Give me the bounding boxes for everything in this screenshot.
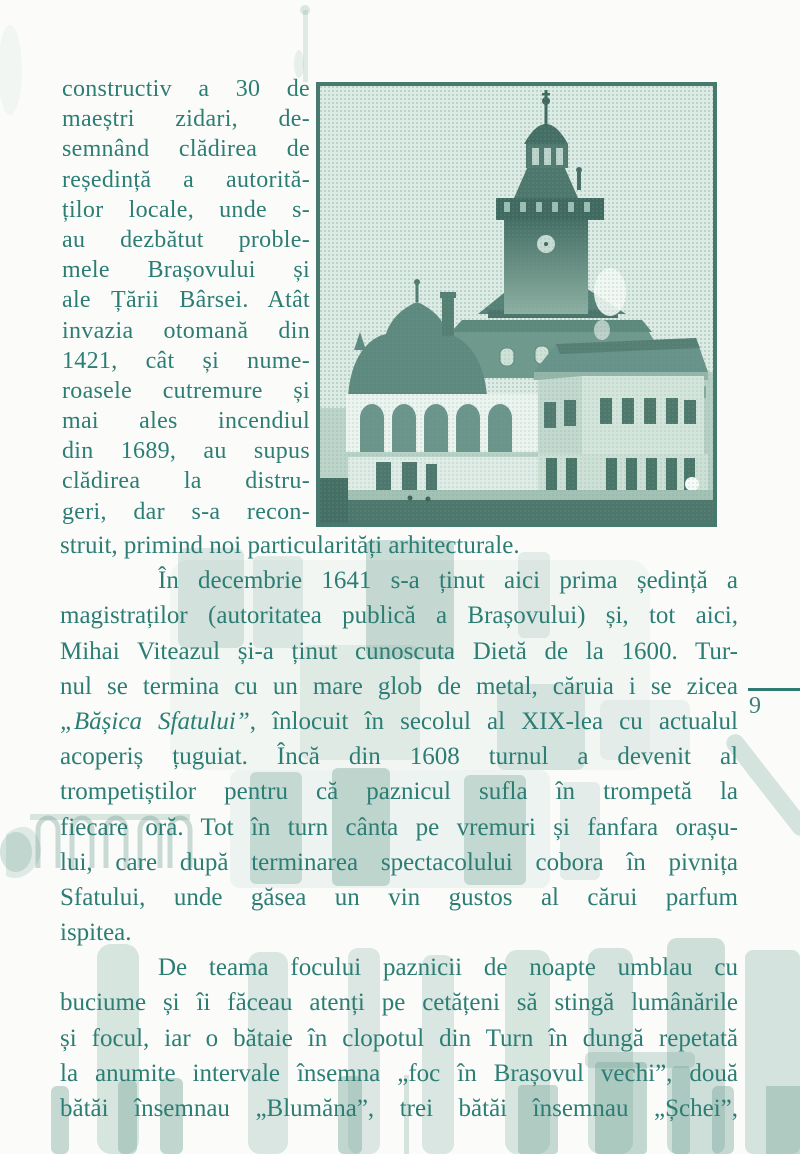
left-text-column <box>62 74 310 527</box>
body-line: la anumite intervale însemna „foc în Brașovul vechi”, două <box>60 1059 738 1087</box>
body-line: acoperiș țuguiat. Încă din 1608 turnul a devenit al <box>60 743 738 771</box>
italic-quote: „Bășica Sfatului” <box>60 707 250 735</box>
column-line: din 1689, au supus <box>62 438 310 465</box>
body-line: magistraților (autoritatea publică a Brașovului) și, tot aici, <box>60 602 738 630</box>
body-text <box>60 528 738 1126</box>
council-house-photo-image <box>320 86 713 523</box>
column-line: maeștri zidari, de- <box>62 106 310 133</box>
body-line: struit, primind noi particularități arhitecturale. <box>60 532 520 559</box>
column-line: mele Brașovului și <box>62 257 310 284</box>
column-line: 1421, cât și nume- <box>62 347 310 374</box>
body-line: lui, care după terminarea spectacolului cobora în pivnița <box>60 848 738 876</box>
column-line: mai ales incendiul <box>62 408 310 435</box>
body-line-rest: , înlocuit în secolul al XIX-lea cu actualul <box>249 707 738 735</box>
page-number: 9 <box>749 693 761 719</box>
body-line: fiecare oră. Tot în turn cânta pe vremuri și fanfara orașu- <box>60 813 738 841</box>
column-line: reședință a autorită- <box>62 166 310 193</box>
column-line: roasele cutremure și <box>62 377 310 404</box>
body-line: și focul, iar o bătaie în clopotul din Turn în dungă repetată <box>60 1024 738 1052</box>
column-line: au dezbătut proble- <box>62 226 310 253</box>
body-line: De teama focului paznicii de noapte umblau cu <box>158 954 738 982</box>
column-line: clădirea la distru- <box>62 468 310 495</box>
column-line: invazia otomană din <box>62 317 310 344</box>
body-line: Sfatului, unde găsea un vin gustos al cărui parfum <box>60 883 738 911</box>
body-line: nul se termina cu un mare glob de metal, căruia i se zicea <box>60 672 738 700</box>
body-line: bătăi însemnau „Blumăna”, trei bătăi însemnau „Șchei”, <box>60 1095 738 1122</box>
body-line: Mihai Viteazul și-a ținut cunoscuta Dietă de la 1600. Tur- <box>60 637 738 665</box>
column-line: semnând clădirea de <box>62 136 310 163</box>
council-house-photo <box>316 82 717 527</box>
column-line: ale Țării Bârsei. Atât <box>62 287 310 314</box>
body-line: ispitea. <box>60 919 132 947</box>
column-line: ților locale, unde s- <box>62 196 310 223</box>
body-line <box>60 704 738 739</box>
body-line: trompetiștilor pentru că paznicul sufla în trompetă la <box>60 778 738 806</box>
body-line: buciume și îi făceau atenți pe cetățeni să stingă lumânările <box>60 989 738 1017</box>
body-line: În decembrie 1641 s-a ținut aici prima ședință a <box>158 567 738 595</box>
column-line: constructiv a 30 de <box>62 76 310 102</box>
column-line: geri, dar s-a recon- <box>62 498 310 525</box>
page-number-rule <box>748 688 800 691</box>
